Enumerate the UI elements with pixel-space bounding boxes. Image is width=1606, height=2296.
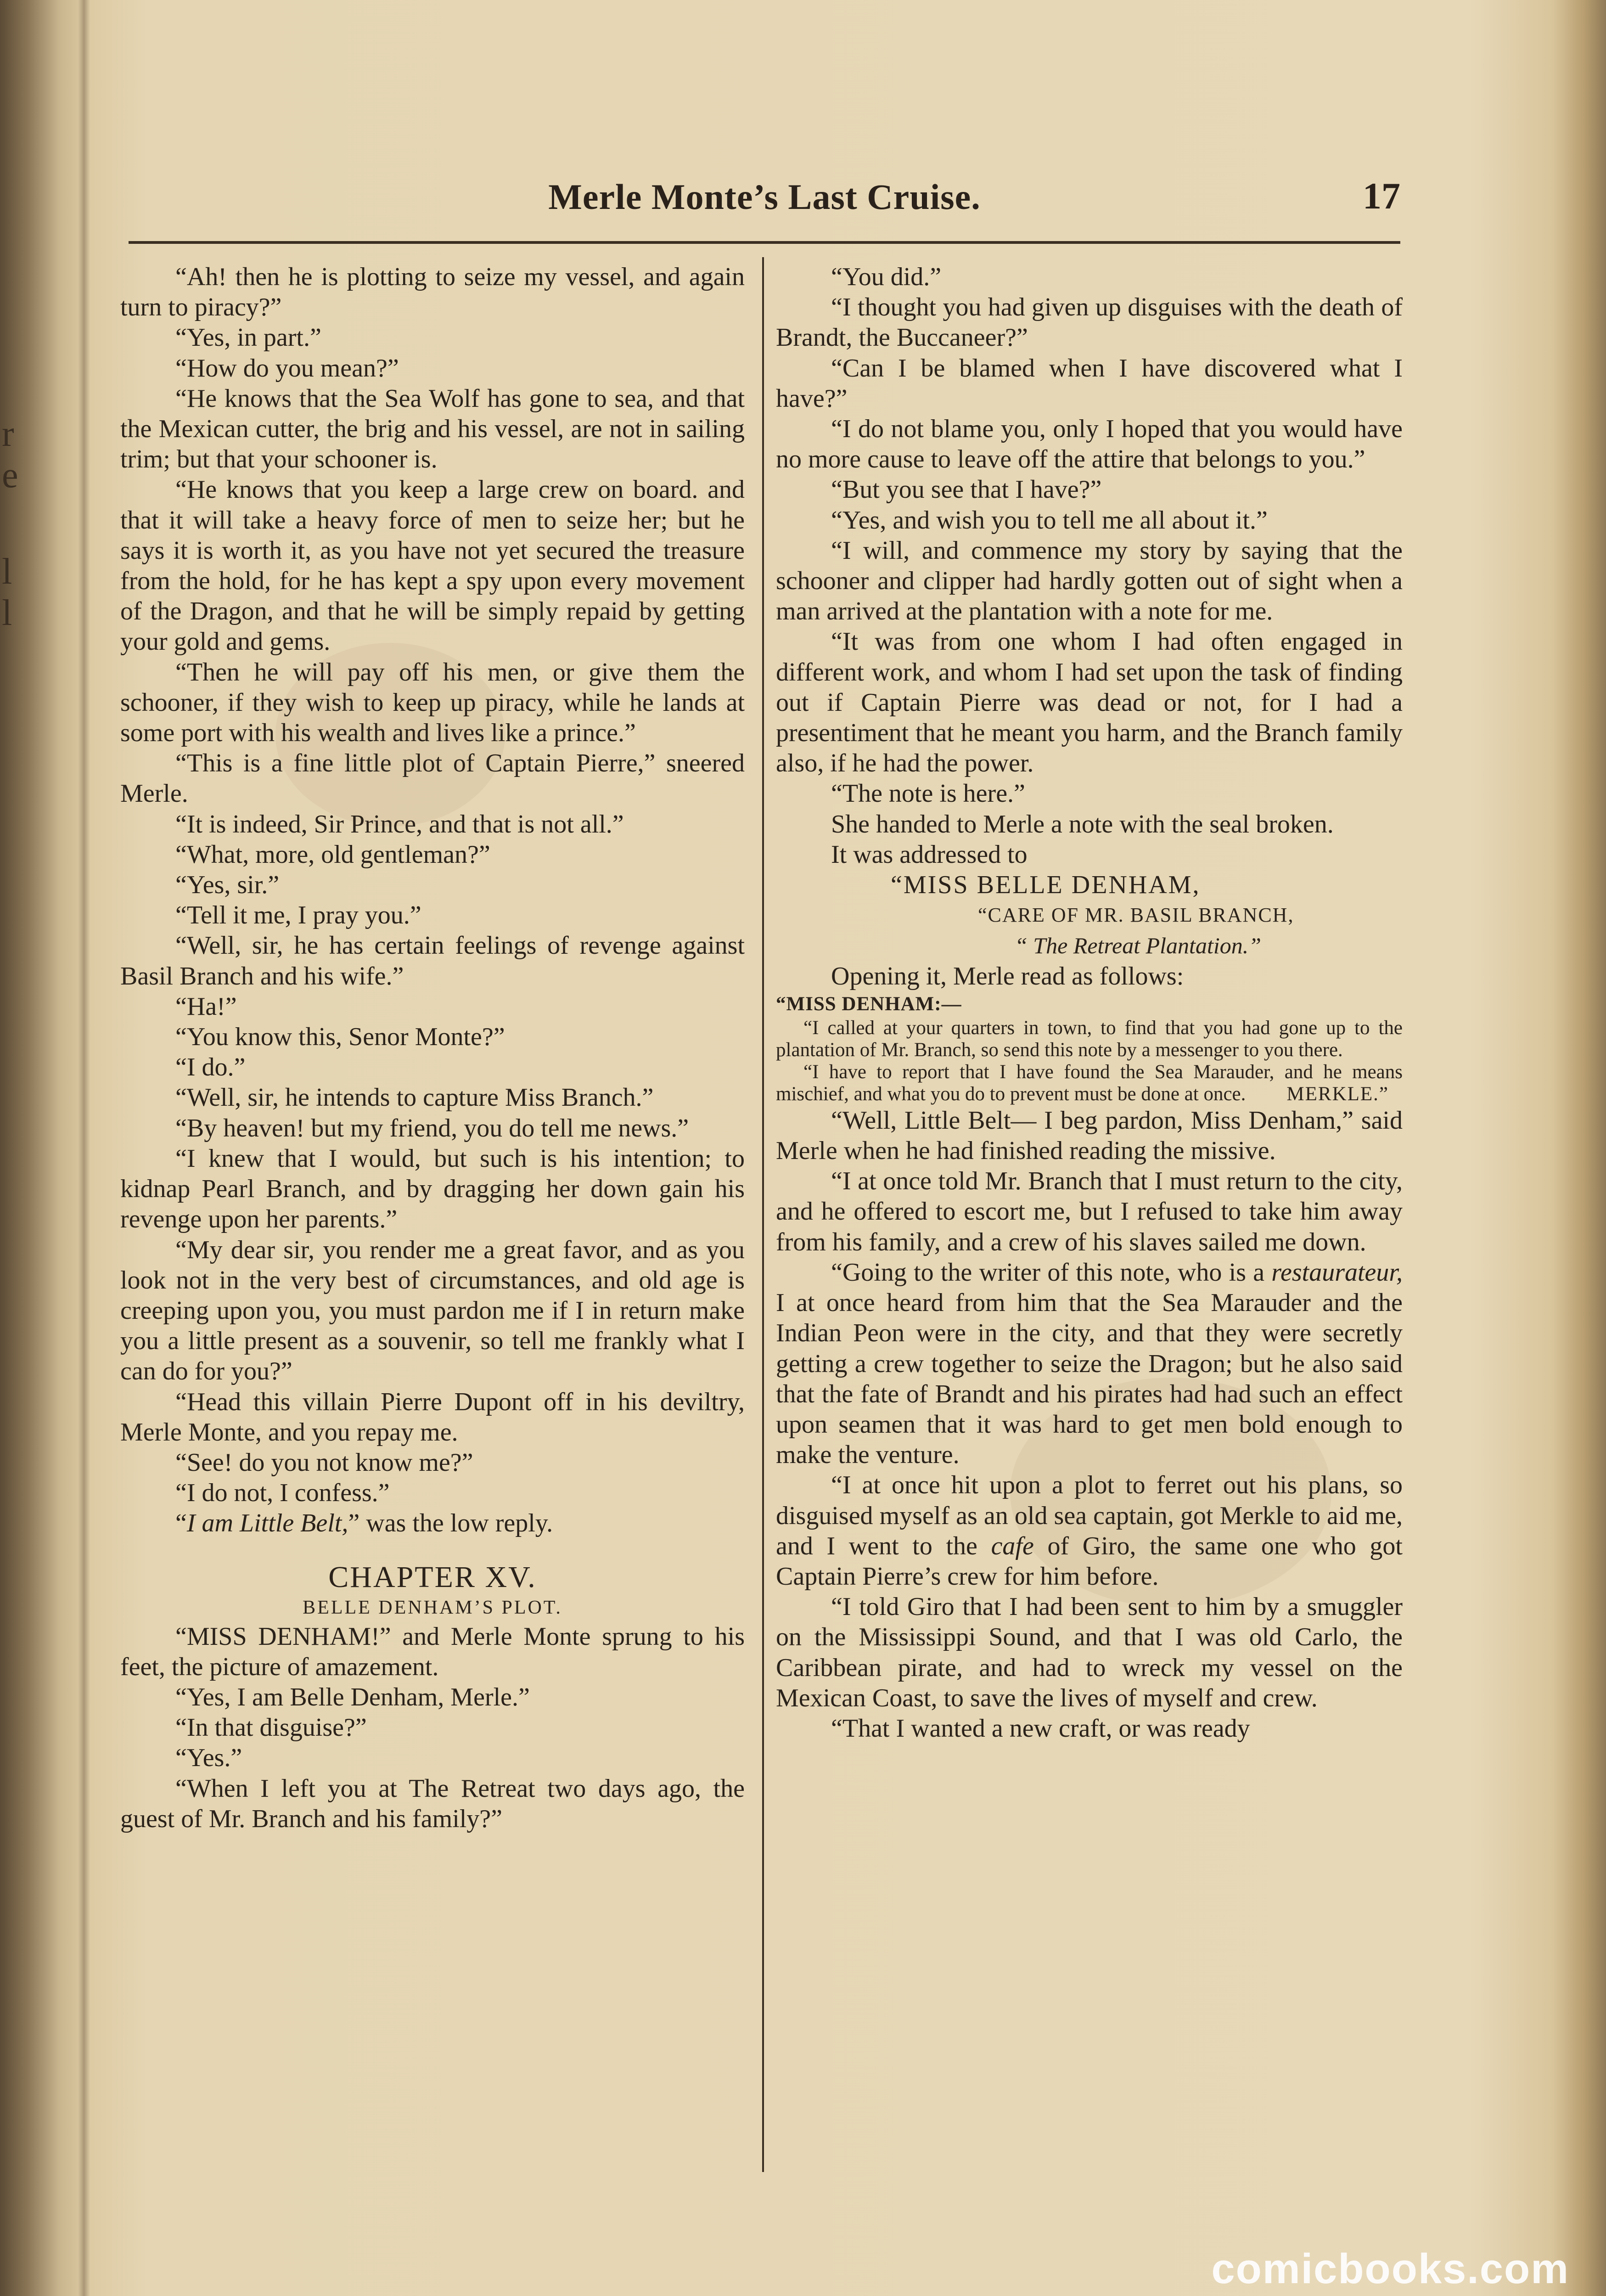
paragraph: “I knew that I would, but such is his intention; to kidnap Pearl Branch, and by dragging her down gain his revenge upon her parents.” [120,1144,745,1234]
bleed-char: e [2,455,18,495]
chapter-subtitle: BELLE DENHAM’S PLOT. [303,1597,562,1618]
paragraph: “I do not, I confess.” [175,1479,390,1508]
paragraph: “Yes.” [175,1744,242,1773]
italic-text: I am Little Belt, [186,1509,348,1538]
note-salutation: “MISS DENHAM:— [776,993,962,1015]
note-paragraphs [776,1017,1403,1105]
paragraph: “You did.” [831,263,942,291]
paragraph: “My dear sir, you render me a great favor, and as you look not in the very best of circumstances, and old age is creeping upon you, you must pardon me if I in return make you a little present as a souvenir, so tell me frankly what I can do for you?” [120,1235,745,1386]
paragraph: “Yes, I am Belle Denham, Merle.” [175,1683,530,1711]
paragraph: “That I wanted a new craft, or was ready [831,1714,1250,1743]
right-paragraphs-final [776,1592,1403,1744]
paragraph: “I will, and commence my story by saying that the schooner and clipper had hardly gotten out of sight when a man arrived at the plantation with a note for me. [776,536,1403,626]
address-line: “CARE OF MR. BASIL BRANCH, [978,904,1294,927]
paragraph: “I do.” [175,1053,246,1082]
paragraph: “What, more, old gentleman?” [175,840,490,869]
paragraph: It was addressed to [831,840,1028,869]
paragraph-text: “Going to the writer of this note, who is a [831,1258,1272,1287]
paragraph: “Ah! then he is plotting to seize my vessel, and again turn to piracy?” [120,263,745,322]
paragraph: She handed to Merle a note with the seal broken. [831,810,1334,838]
paragraph: “MISS DENHAM!” and Merle Monte sprung to his feet, the picture of amazement. [120,1622,745,1681]
paragraph: “I am Little Belt,” was the low reply. [175,1509,553,1538]
paragraph-text: “I at once hit upon a plot to ferret out his plans, so disguised myself as an old sea captain, got Merkle to aid me, and I went to the [776,1471,1403,1560]
page-fold-shadow [78,0,90,2296]
italic-text: restaurateur, [1271,1258,1403,1287]
paragraph: “Well, sir, he intends to capture Miss Branch.” [175,1083,654,1112]
paragraph-text: of Giro, the same one who got Captain Pierre’s crew for him before. [776,1531,1403,1591]
paragraph: Opening it, Merle read as follows: [831,962,1184,990]
bleed-char: l [2,551,12,592]
paragraph: “Yes, sir.” [175,871,280,900]
paragraph: “In that disguise?” [175,1713,367,1742]
note-paragraph: “I have to report that I have found the Sea Marauder, and he means mischief, and what you do to prevent must be done at once. MERKLE.” [776,1061,1403,1105]
note-paragraph: “I called at your quarters in town, to find that you had gone up to the plantation of Mr. Branch, so send this note by a messenger to you there. [776,1017,1403,1061]
paragraph: “When I left you at The Retreat two days ago, the guest of Mr. Branch and his family?” [120,1774,745,1833]
paragraph: “See! do you not know me?” [175,1448,473,1477]
right-paragraphs [776,262,1403,870]
margin-bleed-text [0,413,18,689]
left-paragraphs-after [120,1621,745,1834]
address-line: “ The Retreat Plantation.” [1015,933,1262,959]
paragraph: “Head this villain Pierre Dupont off in his deviltry, Merle Monte, and you repay me. [120,1387,745,1446]
bleed-char: l [2,593,12,633]
paragraph: “It is indeed, Sir Prince, and that is not all.” [175,810,624,838]
watermark: comicbooks.com [1211,2245,1569,2292]
page-number: 17 [1363,175,1400,217]
paragraph: “Can I be blamed when I have discovered what I have?” [776,354,1403,413]
paragraph: “How do you mean?” [175,354,399,383]
paragraph: “It was from one whom I had often engaged in different work, and whom I had set upon the task of finding out if Captain Pierre was dead or not, for I had a presentiment that he meant you harm, and the Branch family also, if he had the power. [776,627,1403,778]
italic-text: cafe [991,1531,1034,1560]
paragraph: “Yes, in part.” [175,323,321,352]
left-paragraphs [120,262,745,1508]
paragraph: “Well, sir, he has certain feelings of revenge against Basil Branch and his wife.” [120,931,745,990]
right-column [776,262,1403,1744]
right-paragraphs-after [776,1105,1403,1257]
paragraph: “Then he will pay off his men, or give them the schooner, if they wish to keep up piracy, while he lands at some port with his wealth and lives like a prince.” [120,658,745,748]
paragraph: “Yes, and wish you to tell me all about it.” [831,506,1268,535]
running-header [129,170,1400,234]
paragraph [776,1470,1403,1592]
paragraph: “I told Giro that I had been sent to him by a smuggler on the Mississippi Sound, and that I was old Carlo, the Caribbean pirate, and had to wreck my vessel on the Mexican Coast, to save the lives of myself and crew. [776,1593,1403,1712]
paragraph-text: ” was the low reply. [348,1509,553,1538]
paragraph: “He knows that you keep a large crew on board. and that it will take a heavy force of men to seize her; but he says it is worth it, as you have not yet secured the treasure from the hold, for he has kept a spy upon every movement of the Dragon, and that he will be simply repaid by getting your gold and gems. [120,475,745,656]
paragraph: “You know this, Senor Monte?” [175,1023,505,1052]
paragraph: “He knows that the Sea Wolf has gone to sea, and that the Mexican cutter, the brig and his vessel, are not in sailing trim; but that your schooner is. [120,384,745,474]
paragraph: “This is a fine little plot of Captain Pierre,” sneered Merle. [120,749,745,808]
paragraph: “By heaven! but my friend, you do tell me news.” [175,1114,689,1142]
header-rule [129,241,1400,244]
paragraph: “Tell it me, I pray you.” [175,901,421,930]
paragraph-text: I at once heard from him that the Sea Marauder and the Indian Peon were in the city, and that they were secretly getting a crew together to seize the Dragon; but he also said that the fate of Brandt and his pirates had had such an effect upon seamen that it was hard to get men bold enough to make the venture. [776,1289,1403,1469]
bleed-char: r [2,414,14,454]
paragraph: “Ha!” [175,992,237,1021]
note-signature: MERKLE.” [1286,1083,1389,1105]
paragraph: “The note is here.” [831,779,1025,808]
quoted-note [776,991,1403,1105]
paragraph: “I thought you had given up disguises with the death of Brandt, the Buccaneer?” [776,293,1403,352]
paragraph: “But you see that I have?” [831,475,1102,504]
paragraph: “Well, Little Belt— I beg pardon, Miss Denham,” said Merle when he had finished reading the missive. [776,1106,1403,1165]
chapter-heading: CHAPTER XV. [328,1560,537,1594]
paragraph: “I at once told Mr. Branch that I must return to the city, and he offered to escort me, but I refused to take him away from his family, and a crew of his slaves sailed me down. [776,1167,1403,1256]
paragraph: “I do not blame you, only I hoped that you would have no more cause to leave off the attire that belongs to you.” [776,415,1403,474]
left-column [120,262,745,1834]
paragraph [776,1257,1403,1470]
running-title: Merle Monte’s Last Cruise. [548,177,981,217]
address-line: “MISS BELLE DENHAM, [891,871,1201,900]
column-divider [762,257,764,2172]
